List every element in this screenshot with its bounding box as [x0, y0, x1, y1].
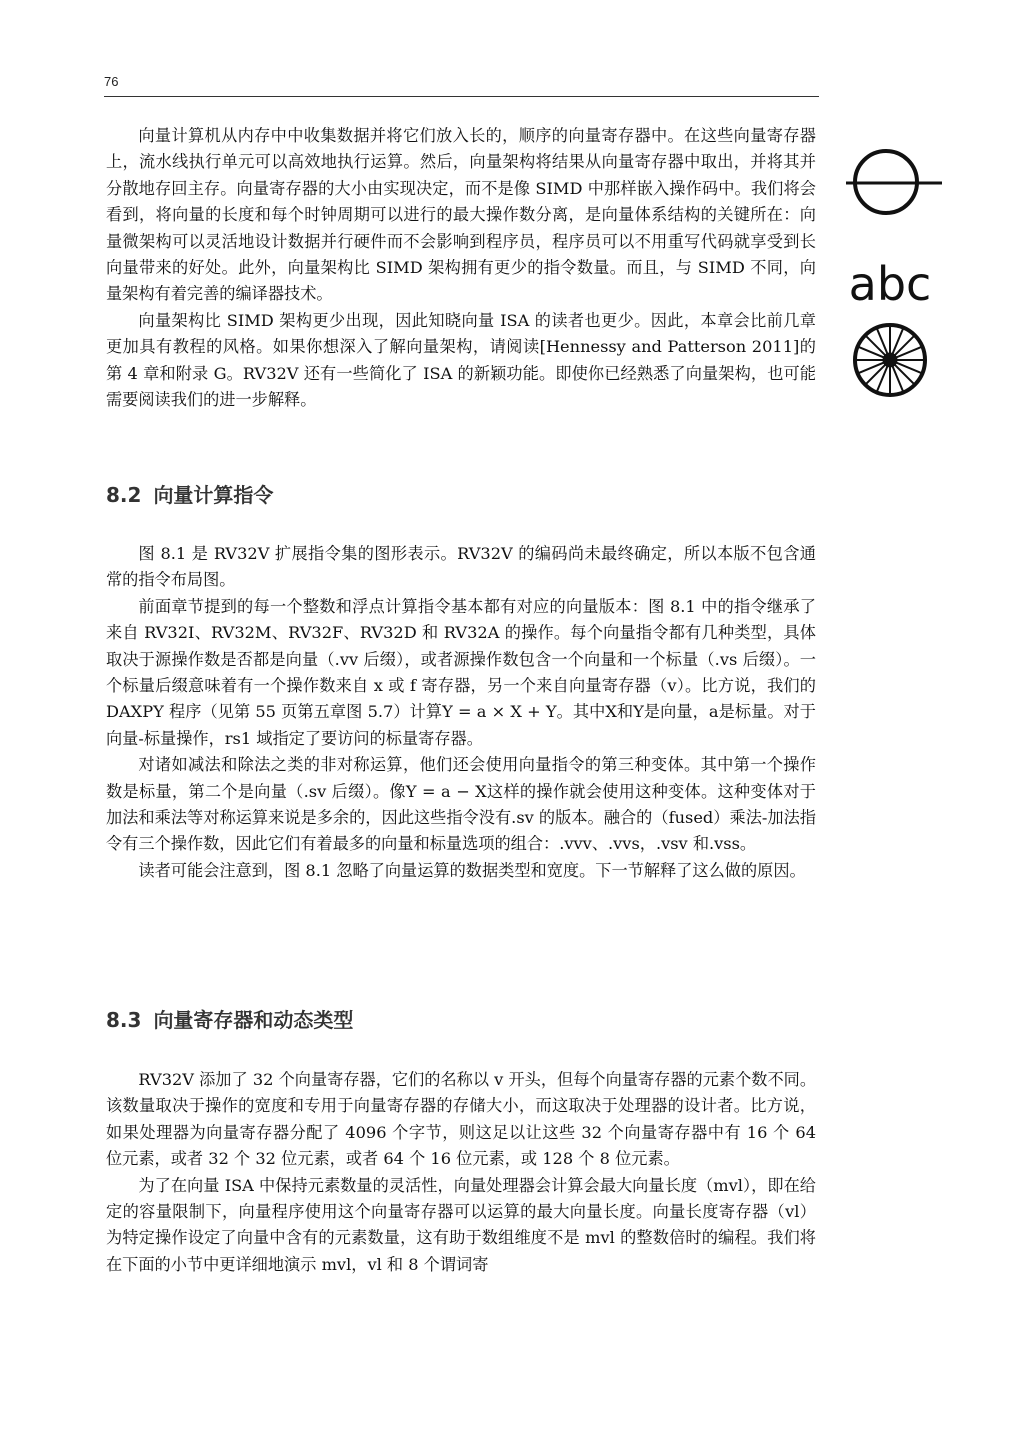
header-rule	[104, 96, 819, 97]
section-title: 向量寄存器和动态类型	[153, 1008, 354, 1032]
section-8-3-text	[106, 1067, 816, 1278]
section-8-2-text	[106, 541, 816, 884]
paragraph: 读者可能会注意到，图 8.1 忽略了向量运算的数据类型和宽度。下一节解释了这么做的原因。	[138, 860, 806, 880]
paragraph: RV32V 添加了 32 个向量寄存器，它们的名称以 v 开头，但每个向量寄存器的元素个数不同。该数量取决于操作的宽度和专用于向量寄存器的存储大小，而这取决于处理器的设计者。比方说，如果处理器为向量寄存器分配了 4096 个字节，则这足以让这些 32 个向量寄存器中有 16 个 64 位元素，或者 32 个 32 位元素，或者 64 个 16 位元素，或 128 个 8 位元素。	[106, 1070, 817, 1169]
paragraph: 对诸如减法和除法之类的非对称运算，他们还会使用向量指令的第三种变体。其中第一个操作数是标量，第二个是向量（.sv 后缀）。像Y = a − X这样的操作就会使用这种变体。这种变体对于加法和乘法等对称运算来说是多余的，因此这些指令没有.sv 的版本。融合的（fused）乘法-加法指令有三个操作数，因此它们有着最多的向量和标量选项的组合：.vvv、.vvs，.vsv 和.vss。	[106, 755, 816, 854]
paragraph: 前面章节提到的每一个整数和浮点计算指令基本都有对应的向量版本：图 8.1 中的指令继承了来自 RV32I、RV32M、RV32F、RV32D 和 RV32A 的操作。每个向量指令都有几种类型，具体取决于源操作数是否都是向量（.vv 后缀），或者源操作数包含一个向量和一个标量（.vs 后缀）。一个标量后缀意味着有一个操作数来自 x 或 f 寄存器，另一个来自向量寄存器（v）。比方说，我们的 DAXPY 程序（见第 55 页第五章图 5.7）计算Y = a × X + Y。其中X和Y是向量，a是标量。对于向量-标量操作，rs1 域指定了要访问的标量寄存器。	[106, 596, 816, 748]
paragraph: 图 8.1 是 RV32V 扩展指令集的图形表示。RV32V 的编码尚未最终确定，所以本版不包含通常的指令布局图。	[106, 544, 816, 590]
paragraph: 向量计算机从内存中中收集数据并将它们放入长的，顺序的向量寄存器中。在这些向量寄存器上，流水线执行单元可以高效地执行运算。然后，向量架构将结果从向量寄存器中取出，并将其并分散地存回主存。向量寄存器的大小由实现决定，而不是像 SIMD 中那样嵌入操作码中。我们将会看到，将向量的长度和每个时钟周期可以进行的最大操作数分离，是向量体系结构的关键所在：向量微架构可以灵活地设计数据并行硬件而不会影响到程序员，程序员可以不用重写代码就享受到长向量带来的好处。此外，向量架构比 SIMD 架构拥有更少的指令数量。而且，与 SIMD 不同，向量架构有着完善的编译器技术。	[106, 126, 816, 304]
abc-logo-icon	[846, 254, 942, 310]
section-number: 8.2	[106, 483, 142, 507]
circle-bar-icon	[846, 148, 942, 218]
wheel-icon	[846, 320, 942, 404]
section-heading-8-3	[106, 1004, 353, 1033]
paragraph: 向量架构比 SIMD 架构更少出现，因此知晓向量 ISA 的读者也更少。因此，本章会比前几章更加具有教程的风格。如果你想深入了解向量架构，请阅读[Hennessy and Patterson 2011]的第 4 章和附录 G。RV32V 还有一些简化了 ISA 的新颖功能。即使你已经熟悉了向量架构，也可能需要阅读我们的进一步解释。	[106, 310, 816, 410]
page-number: 76	[104, 74, 119, 89]
section-title: 向量计算指令	[153, 483, 274, 507]
section-number: 8.3	[106, 1008, 142, 1032]
margin-icons	[846, 148, 942, 404]
intro-text	[106, 123, 816, 413]
section-heading-8-2	[106, 479, 273, 508]
abc-logo-text: abc	[848, 257, 932, 310]
paragraph: 为了在向量 ISA 中保持元素数量的灵活性，向量处理器会计算会最大向量长度（mvl），即在给定的容量限制下，向量程序使用这个向量寄存器可以运算的最大向量长度。向量长度寄存器（vl）为特定操作设定了向量中含有的元素数量，这有助于数组维度不是 mvl 的整数倍时的编程。我们将在下面的小节中更详细地演示 mvl，vl 和 8 个谓词寄	[106, 1175, 816, 1274]
